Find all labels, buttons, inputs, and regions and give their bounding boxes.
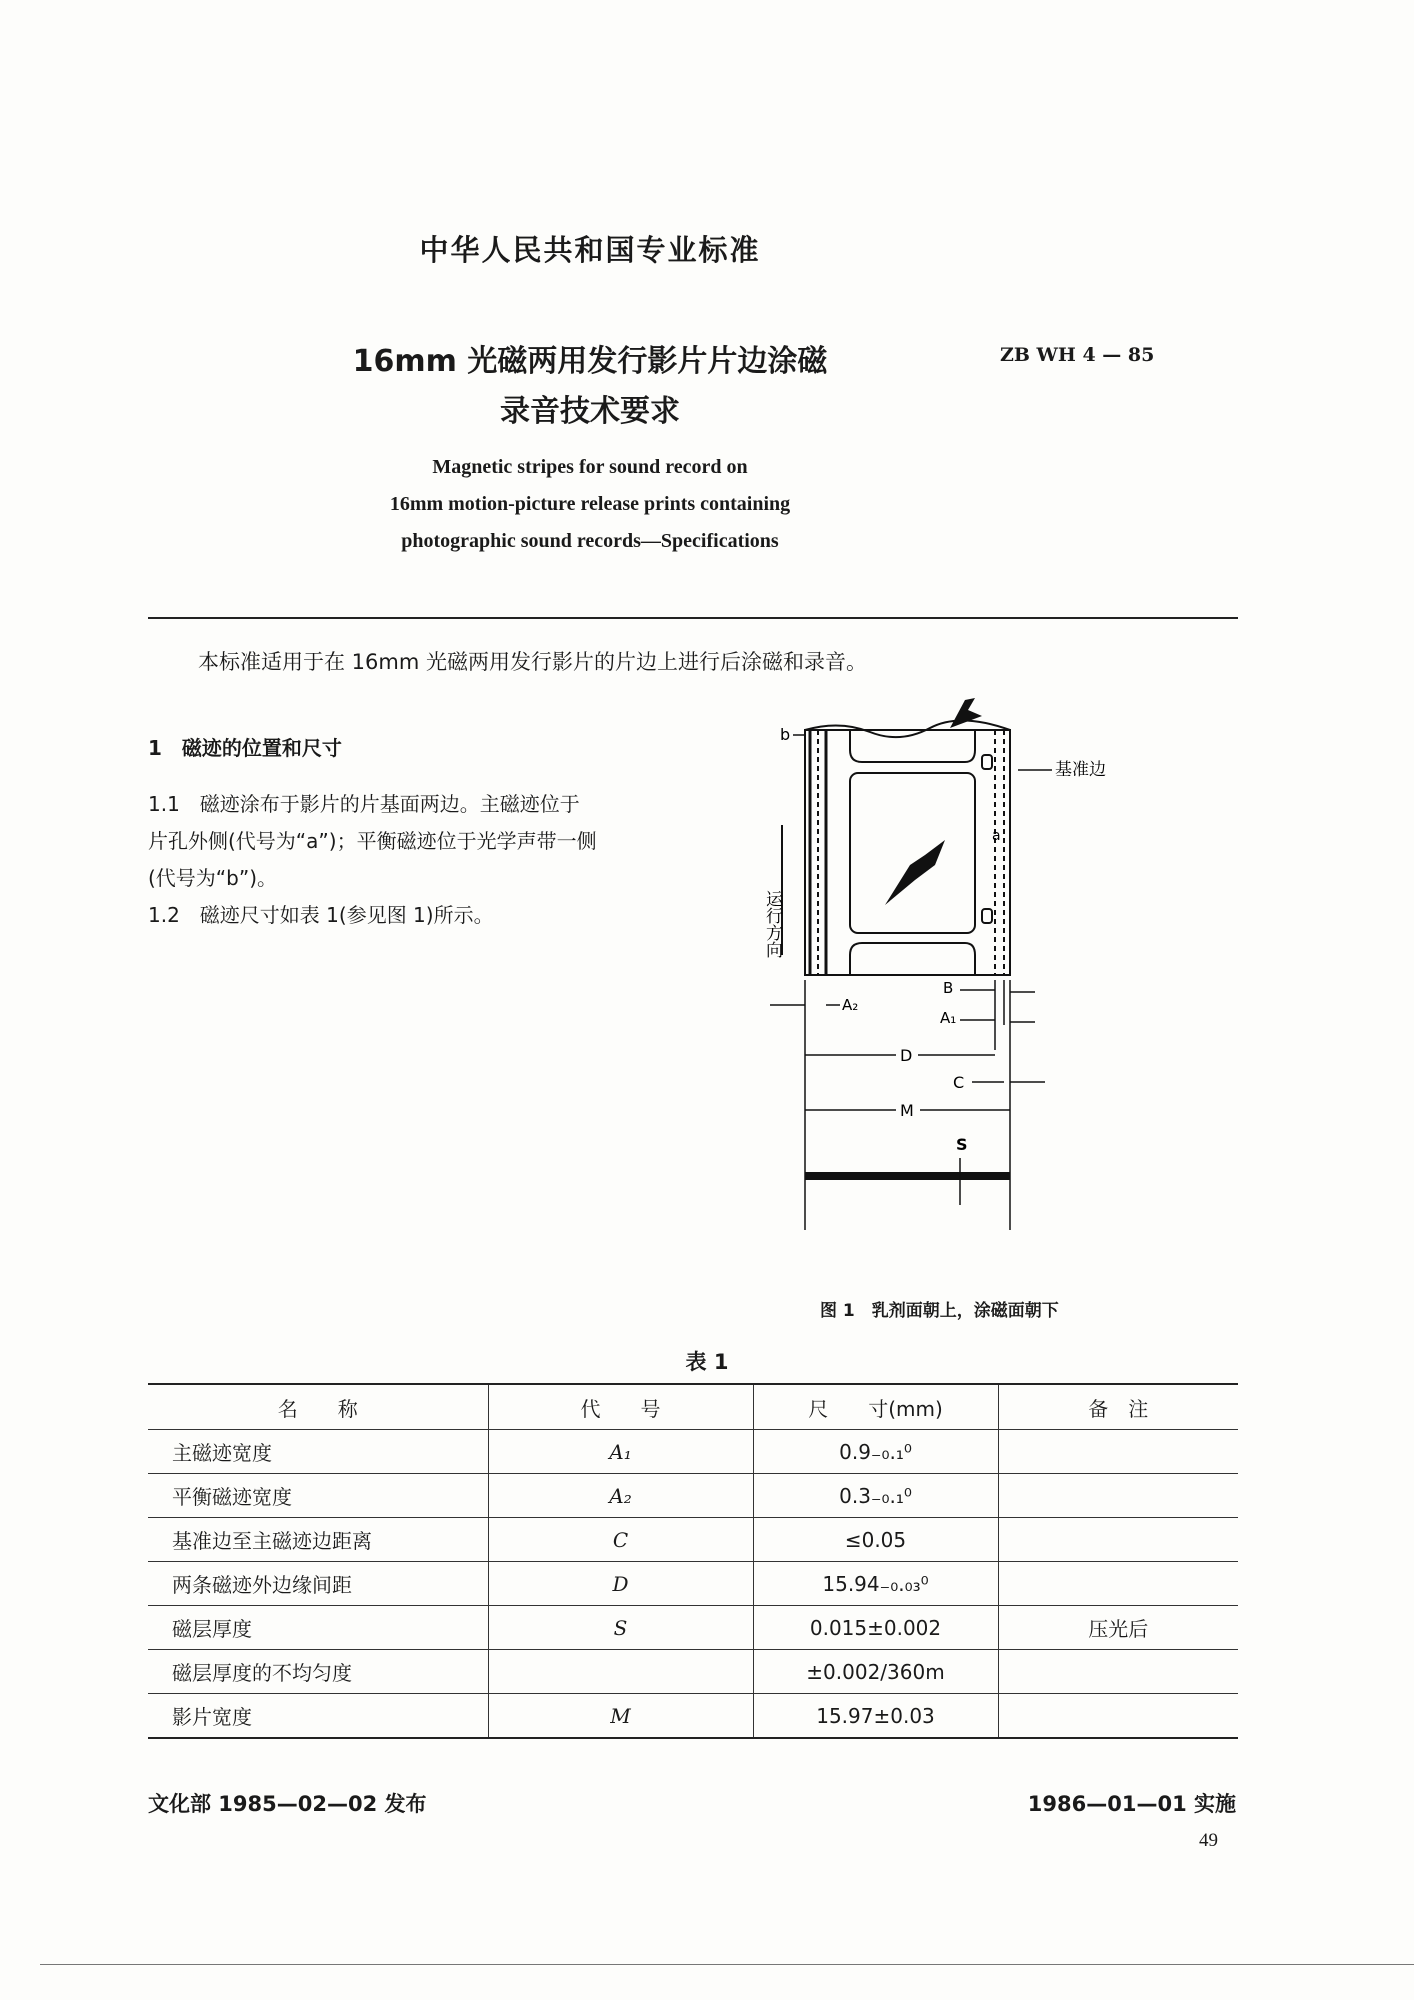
cell-name: 基准边至主磁迹边距离 [148, 1518, 488, 1562]
table-row [148, 1562, 1238, 1606]
standard-title-line1: 16mm 光磁两用发行影片片边涂磁 [352, 344, 828, 379]
clause-1-1-line3: (代号为“b”)。 [148, 866, 278, 890]
clause-1-2: 1.2 磁迹尺寸如表 1(参见图 1)所示。 [148, 903, 494, 927]
english-title-line1: Magnetic stripes for sound record on [432, 456, 748, 478]
cell-code: S [488, 1606, 753, 1650]
cell-value: 15.97±0.03 [753, 1694, 998, 1739]
table-header-row [148, 1384, 1238, 1430]
cell-name: 磁层厚度的不均匀度 [148, 1650, 488, 1694]
table-row [148, 1430, 1238, 1474]
clause-1-1-line1: 1.1 磁迹涂布于影片的片基面两边。主磁迹位于 [148, 792, 580, 816]
cell-value: 0.9₋₀.₁⁰ [753, 1430, 998, 1474]
standard-title-line2: 录音技术要求 [500, 394, 680, 429]
label-a: a [992, 828, 1001, 844]
cell-name: 平衡磁迹宽度 [148, 1474, 488, 1518]
label-C: C [953, 1073, 965, 1092]
cell-note [998, 1474, 1238, 1518]
cell-code: C [488, 1518, 753, 1562]
direction-arrow-icon [950, 698, 982, 728]
header-dimension: 尺 寸(mm) [753, 1384, 998, 1430]
table-row [148, 1518, 1238, 1562]
picture-frame [850, 773, 975, 933]
scope-paragraph: 本标准适用于在 16mm 光磁两用发行影片的片边上进行后涂磁和录音。 [198, 650, 867, 674]
page-bottom-edge [40, 1964, 1414, 1965]
cell-note [998, 1694, 1238, 1739]
label-M: M [900, 1101, 914, 1120]
table-1-dimensions [148, 1383, 1238, 1739]
cell-value: 0.3₋₀.₁⁰ [753, 1474, 998, 1518]
cell-value: ≤0.05 [753, 1518, 998, 1562]
cell-note [998, 1562, 1238, 1606]
section-1-heading: 1 磁迹的位置和尺寸 [148, 736, 342, 760]
clause-1-1-line2: 片孔外侧(代号为“a”)；平衡磁迹位于光学声带一侧 [148, 829, 597, 853]
figure-1-caption: 图 1 乳剂面朝上，涂磁面朝下 [820, 1301, 1059, 1321]
cell-name: 两条磁迹外边缘间距 [148, 1562, 488, 1606]
perforation [982, 909, 992, 923]
issuing-org-title: 中华人民共和国专业标准 [419, 233, 761, 267]
label-A1: A₁ [940, 1009, 957, 1027]
cell-code [488, 1650, 753, 1694]
cell-code: D [488, 1562, 753, 1606]
standard-number: ZB WH 4 — 85 [1000, 344, 1155, 366]
label-D: D [900, 1046, 913, 1065]
cell-code: M [488, 1694, 753, 1739]
header-code: 代 号 [488, 1384, 753, 1430]
cell-note [998, 1650, 1238, 1694]
cell-code: A₂ [488, 1474, 753, 1518]
label-A2: A₂ [842, 996, 859, 1014]
film-strip-outline [805, 730, 1010, 975]
cell-name: 磁层厚度 [148, 1606, 488, 1650]
table-1-caption: 表 1 [685, 1350, 729, 1374]
label-S: S [956, 1135, 968, 1154]
cell-code: A₁ [488, 1430, 753, 1474]
frame-image-icon [885, 840, 945, 905]
picture-frame-bottom [850, 943, 975, 975]
cell-name: 影片宽度 [148, 1694, 488, 1739]
cell-value: 0.015±0.002 [753, 1606, 998, 1650]
label-b: b [780, 725, 791, 744]
clause-1-1 [148, 786, 708, 897]
effective-date: 1986—01—01 实施 [1027, 1792, 1236, 1816]
english-title-line3: photographic sound records—Specifications [401, 530, 779, 552]
figure-1-film-diagram [760, 680, 1200, 1270]
perforation [982, 755, 992, 769]
page-number: 49 [1199, 1830, 1218, 1851]
cell-note: 压光后 [998, 1606, 1238, 1650]
table-row [148, 1474, 1238, 1518]
label-run-direction: 运行方向 [762, 890, 782, 958]
table-row [148, 1650, 1238, 1694]
table-row [148, 1606, 1238, 1650]
cell-value: ±0.002/360m [753, 1650, 998, 1694]
english-title-line2: 16mm motion-picture release prints containing [389, 493, 791, 515]
issue-date: 文化部 1985—02—02 发布 [148, 1792, 427, 1816]
table-row [148, 1694, 1238, 1739]
cell-note [998, 1430, 1238, 1474]
header-divider [148, 617, 1238, 619]
label-reference-edge: 基准边 [1055, 760, 1106, 780]
header-name: 名 称 [148, 1384, 488, 1430]
label-B: B [943, 979, 954, 997]
cell-name: 主磁迹宽度 [148, 1430, 488, 1474]
header-remark: 备 注 [998, 1384, 1238, 1430]
cell-value: 15.94₋₀.₀₃⁰ [753, 1562, 998, 1606]
film-cross-section [805, 1172, 1010, 1180]
cell-note [998, 1518, 1238, 1562]
